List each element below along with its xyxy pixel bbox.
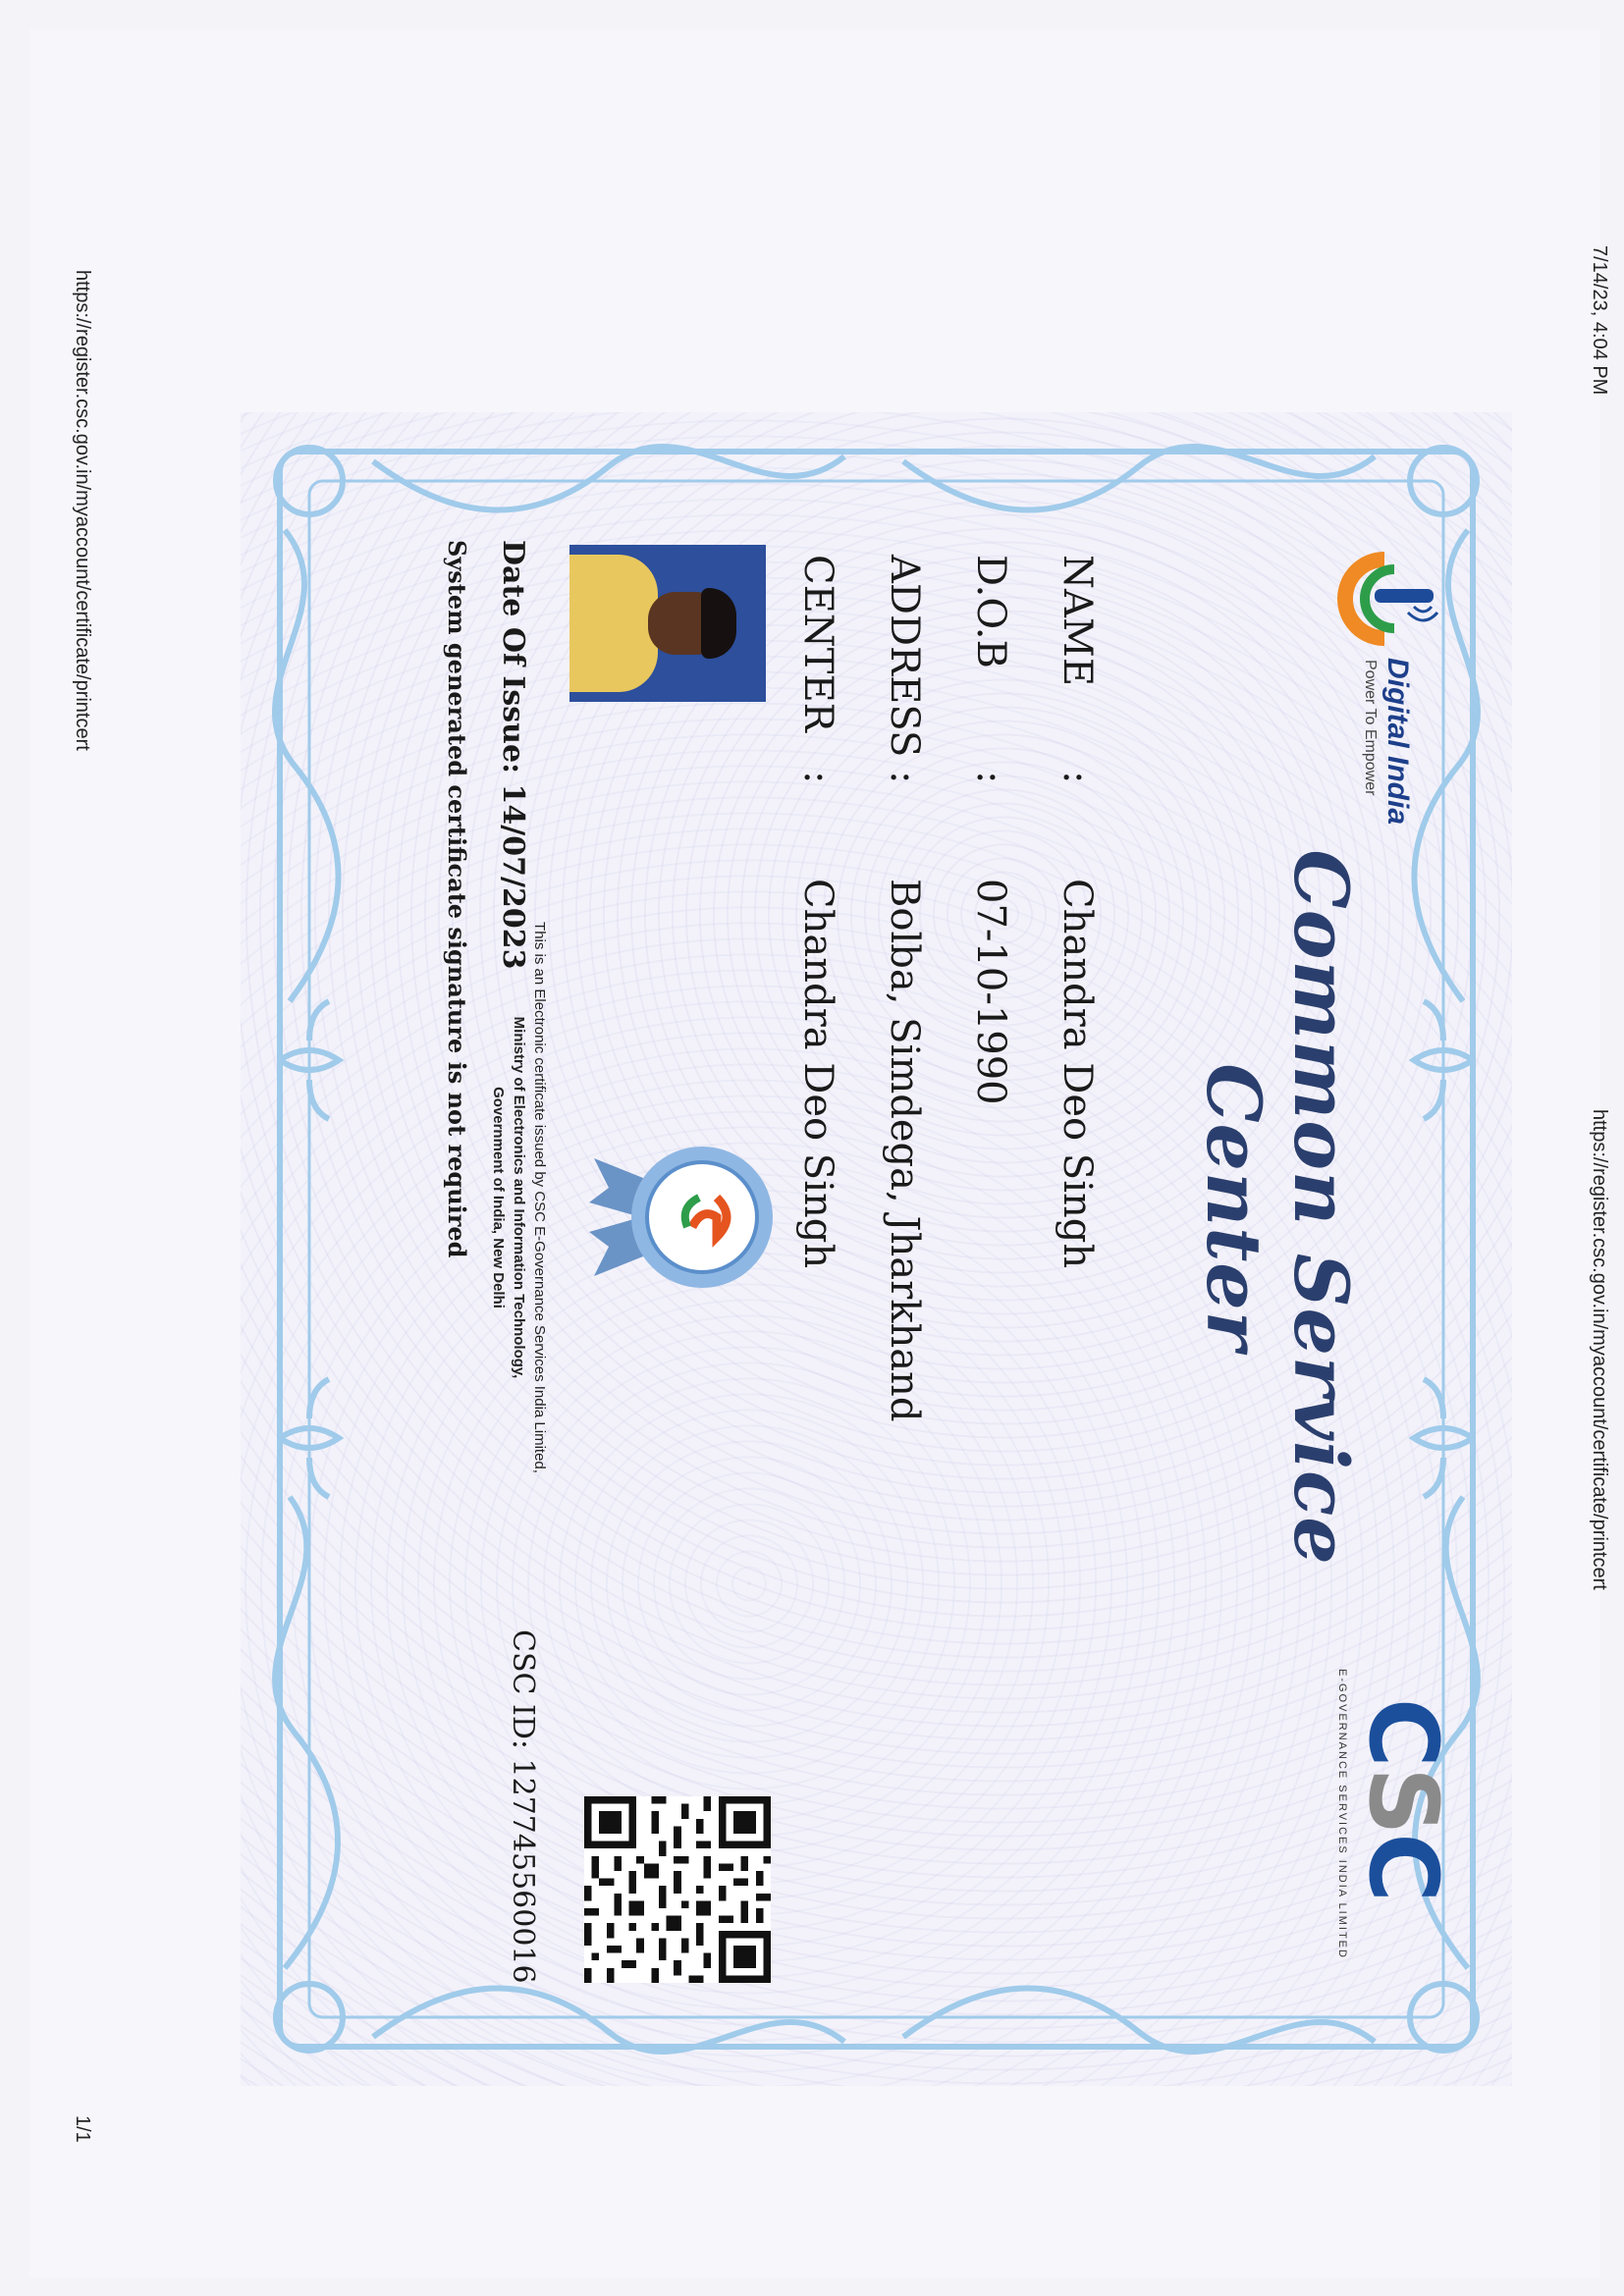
field-row-dob xyxy=(927,555,1013,1421)
csc-logo-letter: S xyxy=(1348,1767,1458,1834)
qr-code xyxy=(584,1796,771,1983)
issuer-line-2: Ministry of Electronics and Information Technology, xyxy=(511,1016,527,1379)
field-row-name xyxy=(1013,555,1100,1421)
field-value: Chandra Deo Singh xyxy=(795,879,840,1269)
date-of-issue: Date Of Issue: 14/07/2023 xyxy=(496,540,530,970)
print-page-number: 1/1 xyxy=(72,2115,93,2143)
photo-hair xyxy=(701,588,736,659)
csc-logo-text xyxy=(1348,1698,1458,1900)
field-separator: : xyxy=(882,771,927,784)
print-url-top: https://register.csc.gov.in/myaccount/certificate/printcert xyxy=(1589,1109,1610,1590)
field-row-address xyxy=(840,555,927,1421)
photo-shirt xyxy=(569,555,658,692)
field-label: ADDRESS xyxy=(882,555,927,758)
system-generated-note: System generated certificate signature is not required xyxy=(443,540,471,1258)
csc-id: CSC ID: 127745560016 xyxy=(506,1629,540,1984)
digital-india-emblem-icon xyxy=(1335,540,1453,658)
holder-photo xyxy=(569,545,766,702)
field-label: NAME xyxy=(1055,555,1100,687)
field-label: CENTER xyxy=(795,555,840,732)
issuer-note xyxy=(488,903,550,1492)
csc-logo-letter: C xyxy=(1348,1833,1458,1900)
field-value: Chandra Deo Singh xyxy=(1055,879,1100,1269)
print-url-bottom: https://register.csc.gov.in/myaccount/certificate/printcert xyxy=(72,270,93,751)
print-timestamp: 7/14/23, 4:04 PM xyxy=(1589,245,1610,396)
csc-logo-letter: C xyxy=(1348,1698,1458,1768)
field-separator: : xyxy=(795,771,840,784)
field-value: Bolba, Simdega, Jharkhand xyxy=(882,879,927,1422)
field-value: 07-10-1990 xyxy=(968,879,1013,1105)
csc-logo xyxy=(1321,1669,1458,1963)
certificate xyxy=(241,412,1512,2086)
issuer-line-1: This is an Electronic certificate issued by CSC E-Governance Services India Limited, xyxy=(531,922,548,1473)
digital-india-name: Digital India xyxy=(1381,658,1414,826)
field-separator: : xyxy=(968,771,1013,784)
digital-india-tagline: Power To Empower xyxy=(1362,660,1379,796)
field-label: D.O.B xyxy=(968,555,1013,668)
csc-logo-subtitle: E-GOVERNANCE SERVICES INDIA LIMITED xyxy=(1336,1669,1348,1959)
certificate-fields xyxy=(754,555,1100,1421)
certificate-title: Common Service Center xyxy=(1190,849,1365,1566)
field-separator: : xyxy=(1055,771,1100,784)
issuer-line-3: Government of India, New Delhi xyxy=(490,1087,507,1308)
csc-award-badge-icon xyxy=(589,1119,785,1315)
